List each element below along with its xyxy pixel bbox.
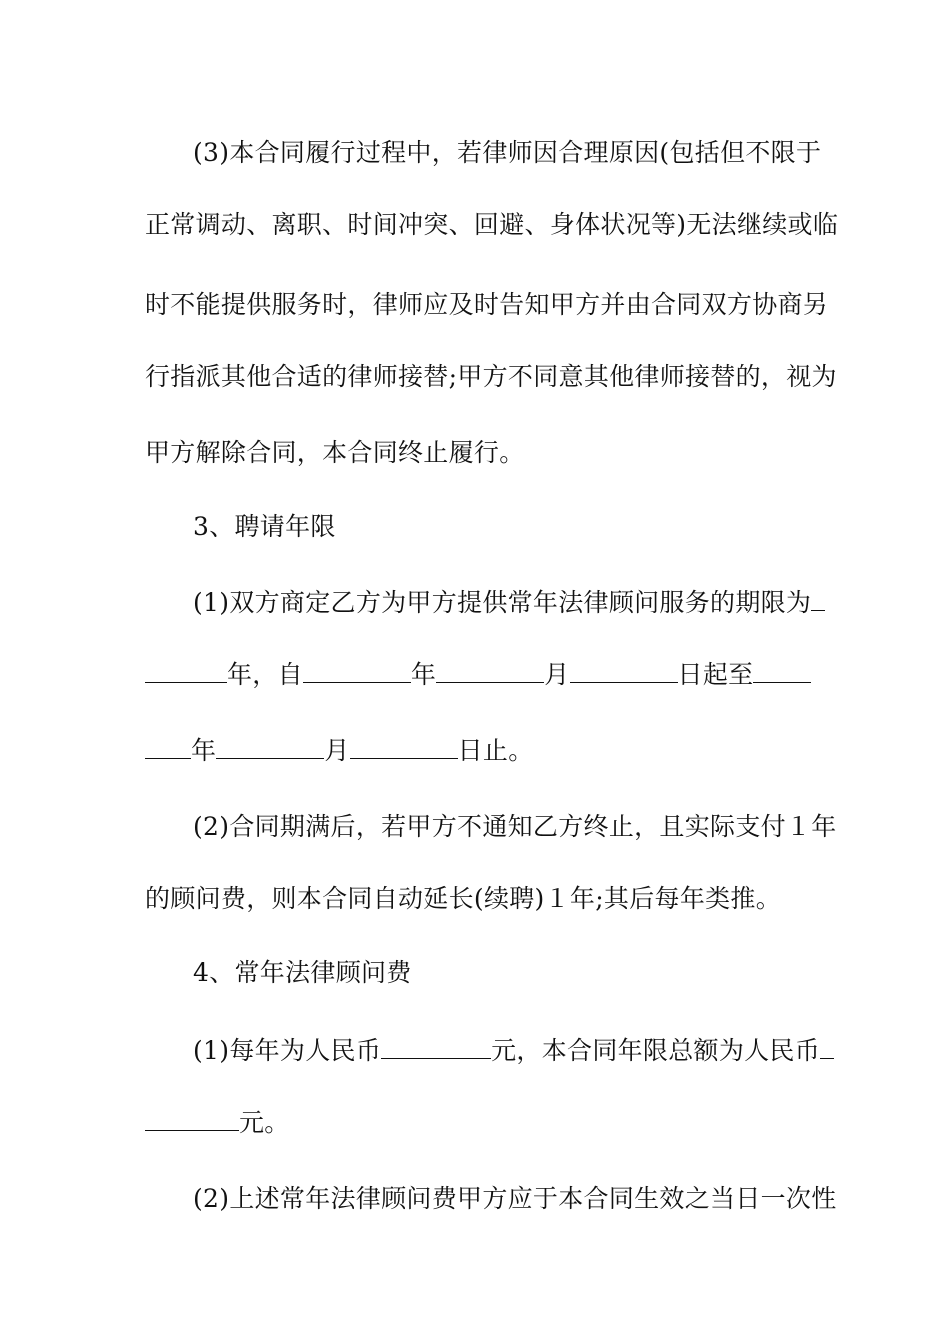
paragraph-text: (3)本合同履行过程中，若律师因合理原因(包括但不限于	[193, 138, 822, 167]
blank-field	[145, 1108, 239, 1131]
paragraph-line: (2)合同期满后，若甲方不通知乙方终止，且实际支付１年	[193, 812, 837, 841]
paragraph-line	[193, 1036, 873, 1066]
paragraph-text: 月	[544, 660, 570, 689]
blank-field	[303, 660, 411, 683]
paragraph-line	[193, 588, 873, 618]
paragraph-line: 时不能提供服务时，律师应及时告知甲方并由合同双方协商另	[145, 290, 829, 319]
paragraph-text: 年，自	[227, 660, 303, 689]
paragraph-text: 年	[410, 660, 437, 689]
paragraph-line: 甲方解除合同，本合同终止履行。	[145, 438, 525, 467]
blank-field	[811, 588, 825, 611]
paragraph-text: 元，本合同年限总额为人民币	[491, 1036, 821, 1065]
paragraph-line	[145, 736, 825, 766]
paragraph-line: 正常调动、离职、时间冲突、回避、身体状况等)无法继续或临	[145, 210, 839, 239]
blank-field	[145, 736, 191, 759]
paragraph-text: (1)双方商定乙方为甲方提供常年法律顾问服务的期限为	[193, 588, 812, 617]
section-heading: 4、常年法律顾问费	[193, 958, 412, 987]
blank-field	[381, 1036, 491, 1059]
blank-field	[436, 660, 544, 683]
paragraph-line	[145, 660, 825, 690]
blank-field	[145, 660, 227, 683]
blank-field	[570, 660, 678, 683]
paragraph-text: 元。	[239, 1108, 290, 1137]
paragraph-text: 年	[191, 736, 217, 765]
section-heading: 3、聘请年限	[193, 512, 336, 541]
blank-field	[820, 1036, 834, 1059]
blank-field	[216, 736, 324, 759]
paragraph-text: 日止。	[457, 736, 534, 765]
paragraph-line	[145, 1108, 825, 1138]
paragraph-text: 日起至	[677, 660, 754, 689]
paragraph-text: 月	[324, 736, 350, 765]
paragraph-line	[145, 138, 825, 168]
blank-field	[350, 736, 458, 759]
paragraph-text: (1)每年为人民币	[193, 1036, 382, 1065]
paragraph-line: 的顾问费，则本合同自动延长(续聘)１年;其后每年类推。	[145, 884, 782, 913]
blank-field	[753, 660, 811, 683]
paragraph-line: 行指派其他合适的律师接替;甲方不同意其他律师接替的，视为	[145, 362, 837, 391]
paragraph-line: (2)上述常年法律顾问费甲方应于本合同生效之当日一次性	[193, 1184, 837, 1213]
